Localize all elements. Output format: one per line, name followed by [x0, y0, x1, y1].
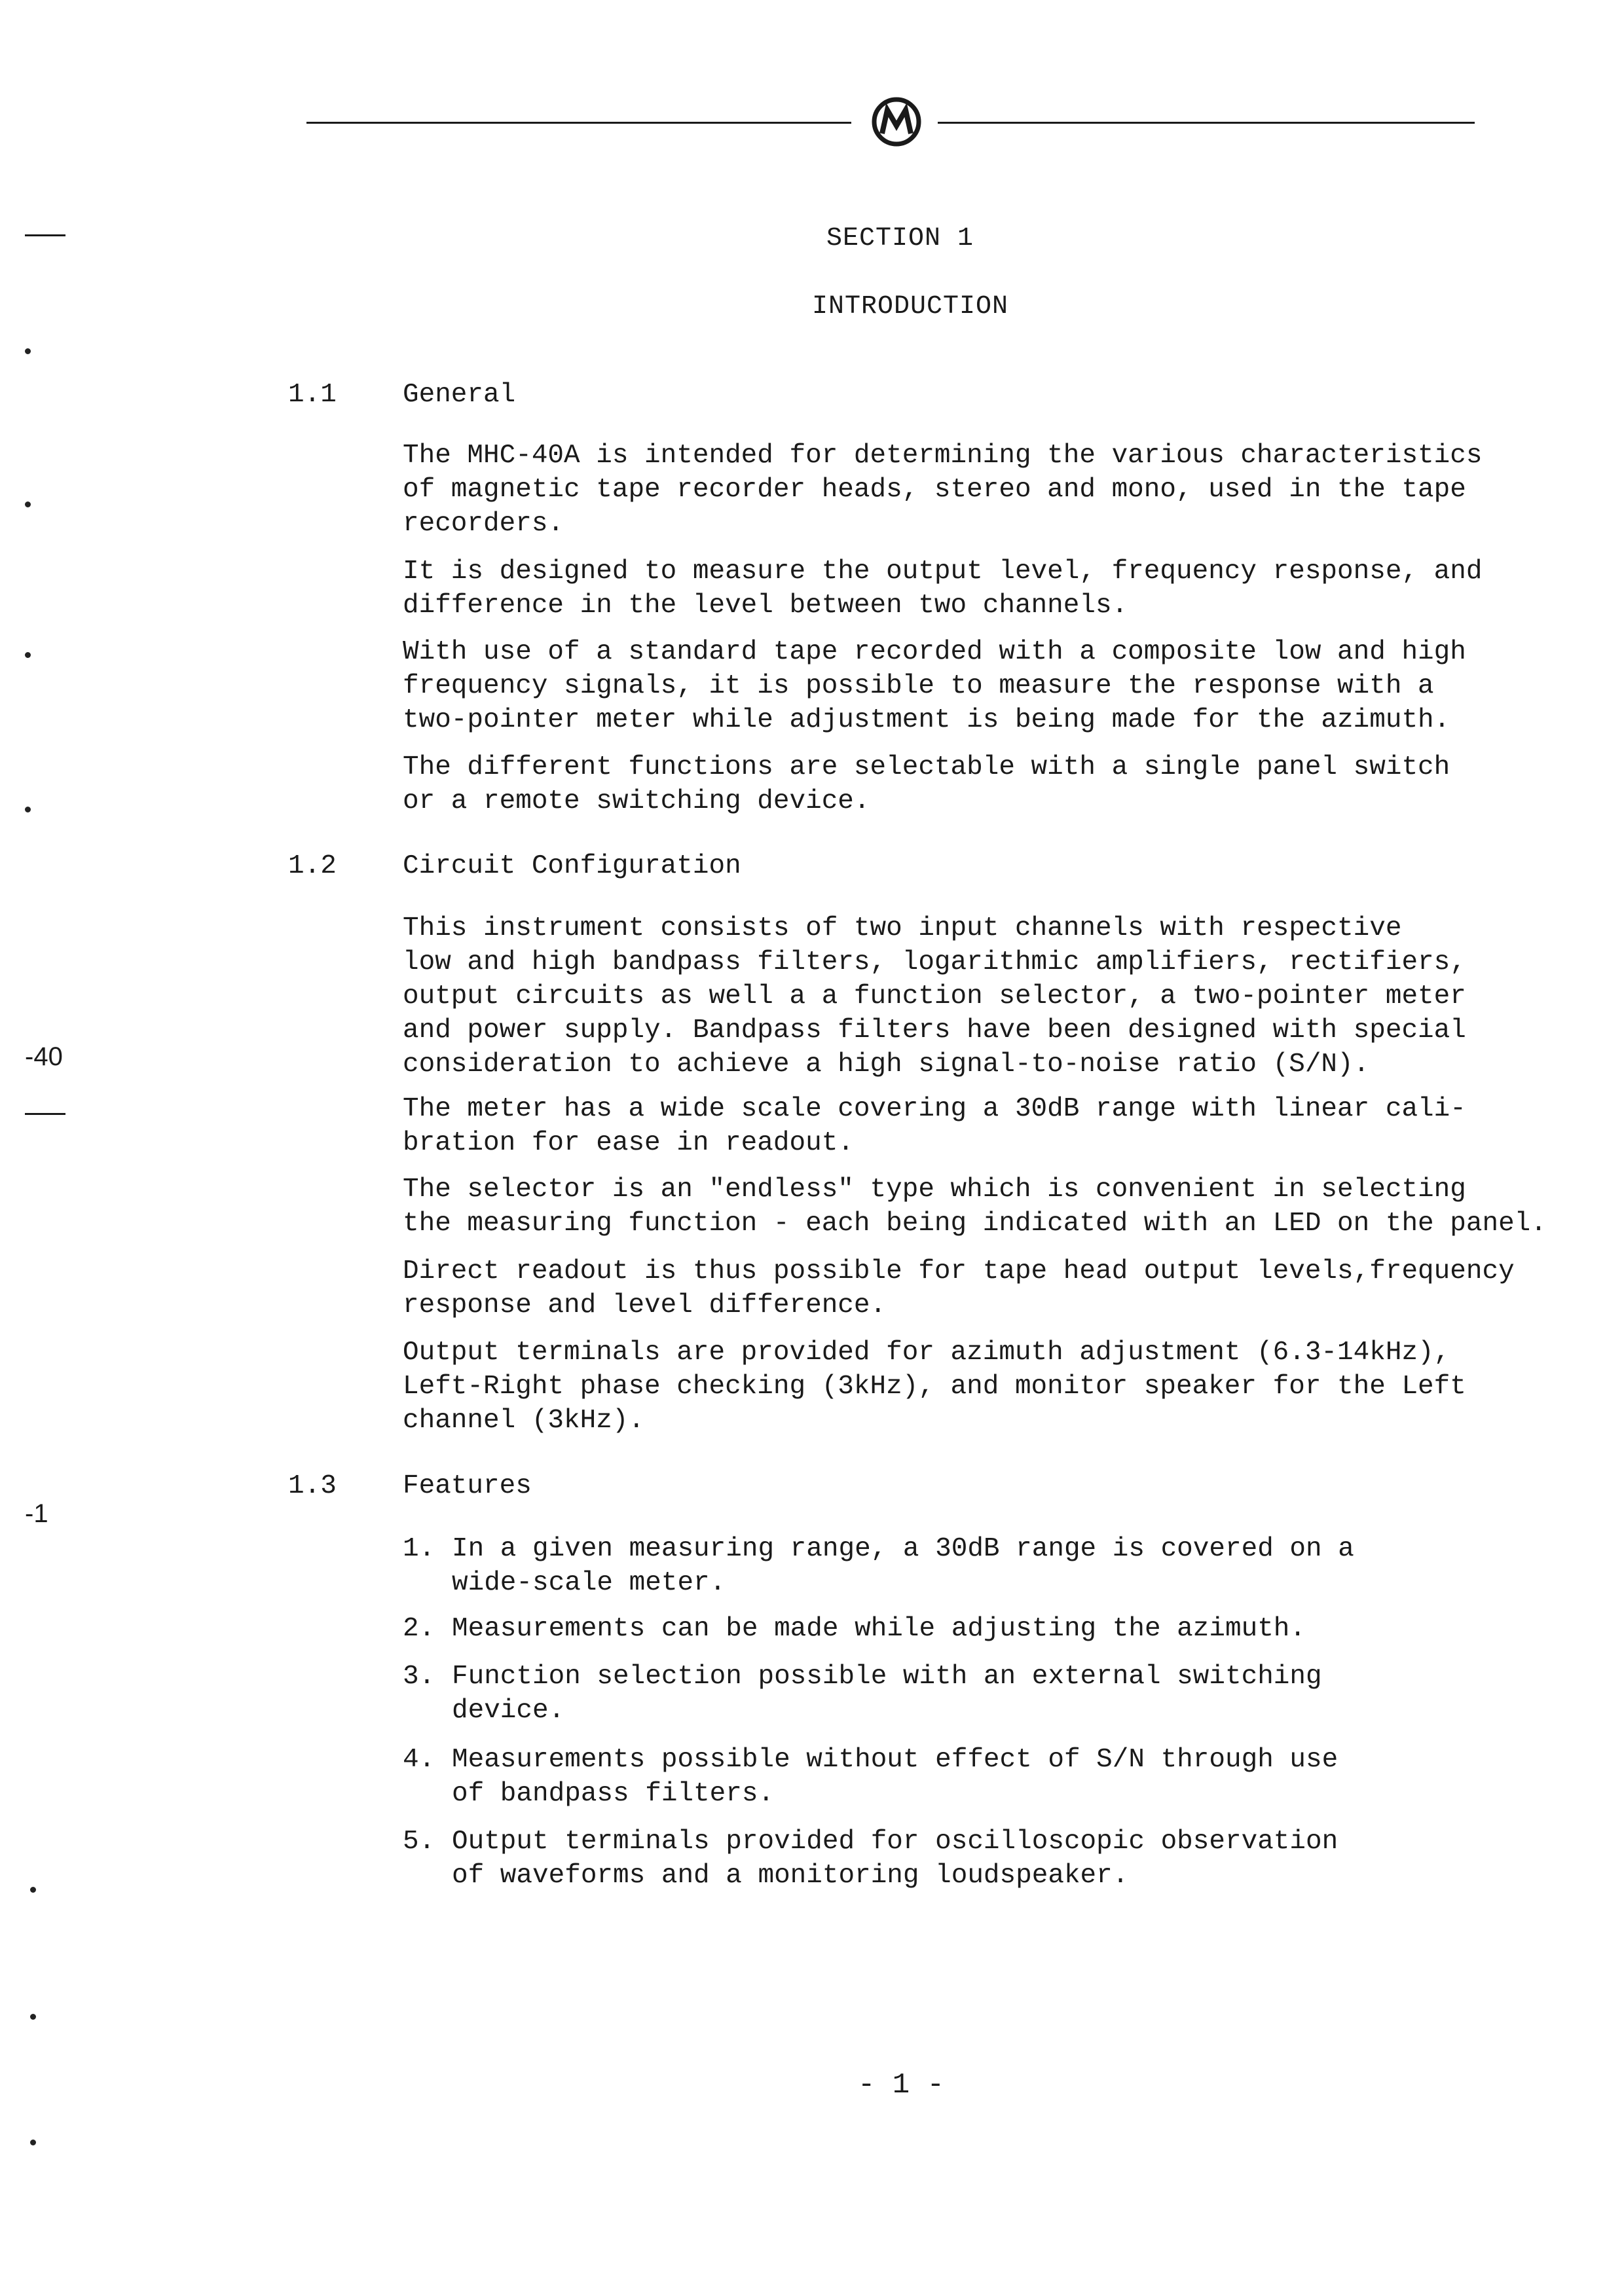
margin-dot	[25, 348, 31, 354]
margin-dash	[25, 1113, 65, 1115]
list-item-number: 5.	[403, 1827, 435, 1857]
section-number: 1.3	[288, 1471, 337, 1501]
header-rule-left	[306, 122, 851, 124]
list-item	[403, 1532, 1354, 1600]
paragraph: This instrument consists of two input channels with respective low and high bandpass filters, logarithmic amplifiers, rectifiers, output circuits as well a a function selector, a two-pointer meter and power supply. Bandpass filters have been designed with special consideration to achieve a high signal-to-noise ratio (S/N).	[403, 913, 1466, 1080]
section-title-features: Features	[403, 1471, 532, 1501]
list-item-text: Measurements can be made while adjusting the azimuth.	[452, 1614, 1306, 1644]
list-item-text: In a given measuring range, a 30dB range is covered on a wide-scale meter.	[452, 1534, 1354, 1598]
list-item	[403, 1660, 1322, 1728]
margin-dot	[30, 1887, 36, 1893]
section-title: INTRODUCTION	[812, 292, 1009, 321]
list-item-number: 4.	[403, 1745, 435, 1775]
margin-mark: -40	[25, 1042, 63, 1071]
margin-dot	[30, 2014, 36, 2020]
margin-mark: -1	[25, 1499, 48, 1528]
margin-dot	[25, 807, 31, 812]
margin-dot	[25, 501, 31, 507]
paragraph: The MHC-40A is intended for determining the various characteristics of magnetic tape recorder heads, stereo and mono, used in the tape recorders.	[403, 441, 1483, 539]
list-item-text: Measurements possible without effect of S/N through use of bandpass filters.	[452, 1745, 1338, 1809]
list-item	[403, 1743, 1338, 1811]
margin-dash	[25, 234, 65, 236]
motorola-m-logo-icon	[872, 97, 921, 147]
page-number: - 1 -	[858, 2069, 945, 2102]
margin-dot	[25, 652, 31, 658]
section-label: SECTION 1	[826, 224, 974, 253]
paragraph: The selector is an "endless" type which is convenient in selecting the measuring function - each being indicated with an LED on the panel.	[403, 1175, 1547, 1239]
list-item-text: Output terminals provided for oscilloscopic observation of waveforms and a monitoring loudspeaker.	[452, 1827, 1338, 1891]
section-number: 1.1	[288, 380, 337, 410]
section-title-circuit-configuration: Circuit Configuration	[403, 851, 741, 881]
paragraph: The meter has a wide scale covering a 30dB range with linear cali- bration for ease in readout.	[403, 1094, 1466, 1158]
section-title-general: General	[403, 380, 516, 410]
paragraph: It is designed to measure the output level, frequency response, and difference in the level between two channels.	[403, 556, 1483, 621]
list-item-number: 3.	[403, 1662, 435, 1692]
list-item-number: 2.	[403, 1614, 435, 1644]
margin-dot	[30, 2140, 36, 2145]
paragraph: The different functions are selectable with a single panel switch or a remote switching device.	[403, 752, 1450, 816]
paragraph: Output terminals are provided for azimuth adjustment (6.3-14kHz), Left-Right phase checking (3kHz), and monitor speaker for the Left channel (3kHz).	[403, 1338, 1466, 1436]
section-number: 1.2	[288, 851, 337, 881]
list-item	[403, 1612, 1306, 1646]
header-rule-right	[938, 122, 1475, 124]
paragraph: With use of a standard tape recorded with a composite low and high frequency signals, it is possible to measure the response with a two-pointer meter while adjustment is being made for the azimuth.	[403, 637, 1466, 735]
list-item-text: Function selection possible with an external switching device.	[452, 1662, 1322, 1726]
list-item	[403, 1825, 1338, 1893]
list-item-number: 1.	[403, 1534, 435, 1564]
paragraph: Direct readout is thus possible for tape head output levels,frequency response and level difference.	[403, 1256, 1515, 1321]
